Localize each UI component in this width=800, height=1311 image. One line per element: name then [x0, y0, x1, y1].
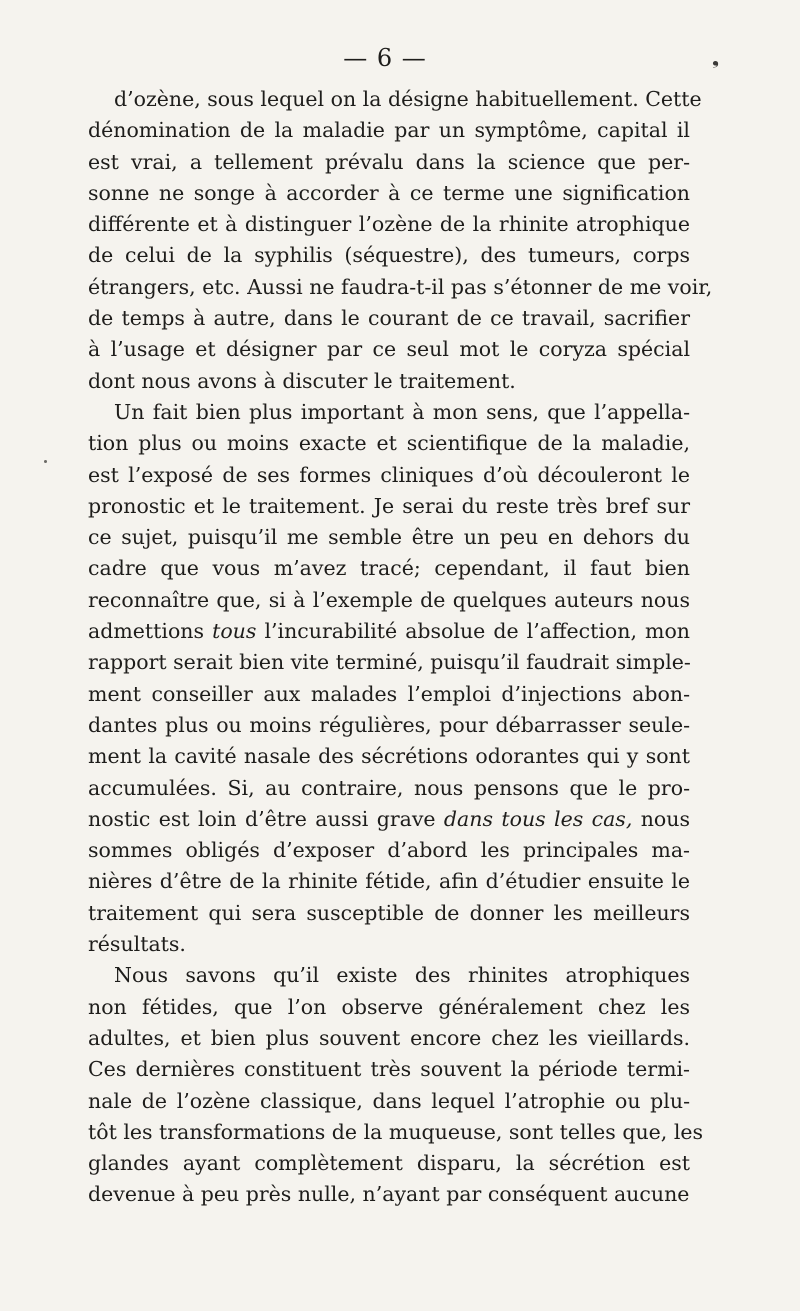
text-segment: l’incurabilité absolue de l’affection, mon	[256, 619, 691, 644]
text-line: dont nous avons à discuter le traitement.	[88, 368, 516, 393]
body-text	[88, 84, 713, 1211]
text-line: pronostic et le traitement. Je serai du reste très bref sur	[88, 493, 690, 518]
text-line: glandes ayant complètement disparu, la sécrétion est	[88, 1151, 690, 1176]
text-line: Nous savons qu’il existe des rhinites atrophiques	[114, 963, 690, 988]
text-line: sommes obligés d’exposer d’abord les principales ma-	[88, 838, 690, 863]
text-line: nale de l’ozène classique, dans lequel l’atrophie ou plu-	[88, 1088, 690, 1113]
text-line: rapport serait bien vite terminé, puisqu’il faudrait simple-	[88, 650, 691, 675]
text-segment: nous	[632, 806, 690, 831]
text-line: étrangers, etc. Aussi ne faudra-t-il pas s’étonner de me voir,	[88, 274, 713, 299]
text-line: ment la cavité nasale des sécrétions odorantes qui y sont	[88, 744, 690, 769]
page-number: — 6 —	[343, 44, 427, 72]
text-line: ce sujet, puisqu’il me semble être un peu en dehors du	[88, 525, 690, 550]
text-line: sonne ne songe à accorder à ce terme une signification	[88, 180, 690, 205]
italic-emphasis: dans tous les cas,	[443, 806, 633, 831]
text-segment: nostic est loin d’être aussi grave	[88, 806, 444, 831]
text-line: adultes, et bien plus souvent encore chez les vieillards.	[88, 1025, 690, 1050]
text-line	[88, 804, 690, 835]
text-line: Un fait bien plus important à mon sens, que l’appella-	[114, 399, 690, 424]
italic-emphasis: tous	[212, 619, 257, 644]
text-line: devenue à peu près nulle, n’ayant par conséquent aucune	[88, 1182, 690, 1207]
text-line: d’ozène, sous lequel on la désigne habituellement. Cette	[114, 87, 702, 111]
text-line: de celui de la syphilis (séquestre), des tumeurs, corps	[88, 243, 690, 268]
text-line: ment conseiller aux malades l’emploi d’injections abon-	[88, 681, 690, 706]
text-line: tion plus ou moins exacte et scientifique de la maladie,	[88, 431, 690, 456]
text-line: tôt les transformations de la muqueuse, sont telles que, les	[88, 1119, 704, 1144]
text-line: est vrai, a tellement prévalu dans la science que per-	[88, 149, 690, 174]
text-line: différente et à distinguer l’ozène de la rhinite atrophique	[88, 212, 690, 237]
text-line: dénomination de la maladie par un symptôme, capital il	[88, 118, 690, 143]
text-line: de temps à autre, dans le courant de ce travail, sacrifier	[88, 306, 690, 331]
text-line	[88, 616, 690, 647]
text-line: Ces dernières constituent très souvent la période termi-	[88, 1057, 690, 1082]
text-line: reconnaître que, si à l’exemple de quelques auteurs nous	[88, 587, 690, 612]
text-line: traitement qui sera susceptible de donner les meilleurs	[88, 900, 690, 925]
text-segment: admettions	[88, 619, 213, 644]
speck	[44, 460, 47, 463]
text-line: est l’exposé de ses formes cliniques d’où découleront le	[88, 462, 690, 487]
text-line: résultats.	[88, 932, 186, 957]
text-line: nières d’être de la rhinite fétide, afin d’étudier ensuite le	[88, 869, 690, 894]
stray-mark: ❟	[712, 48, 720, 69]
text-line: à l’usage et désigner par ce seul mot le coryza spécial	[88, 337, 690, 362]
text-line: cadre que vous m’avez tracé; cependant, il faut bien	[88, 556, 690, 581]
text-line: dantes plus ou moins régulières, pour débarrasser seule-	[88, 712, 690, 737]
text-line: non fétides, que l’on observe généralement chez les	[88, 994, 690, 1019]
text-line: accumulées. Si, au contraire, nous pensons que le pro-	[88, 775, 690, 800]
